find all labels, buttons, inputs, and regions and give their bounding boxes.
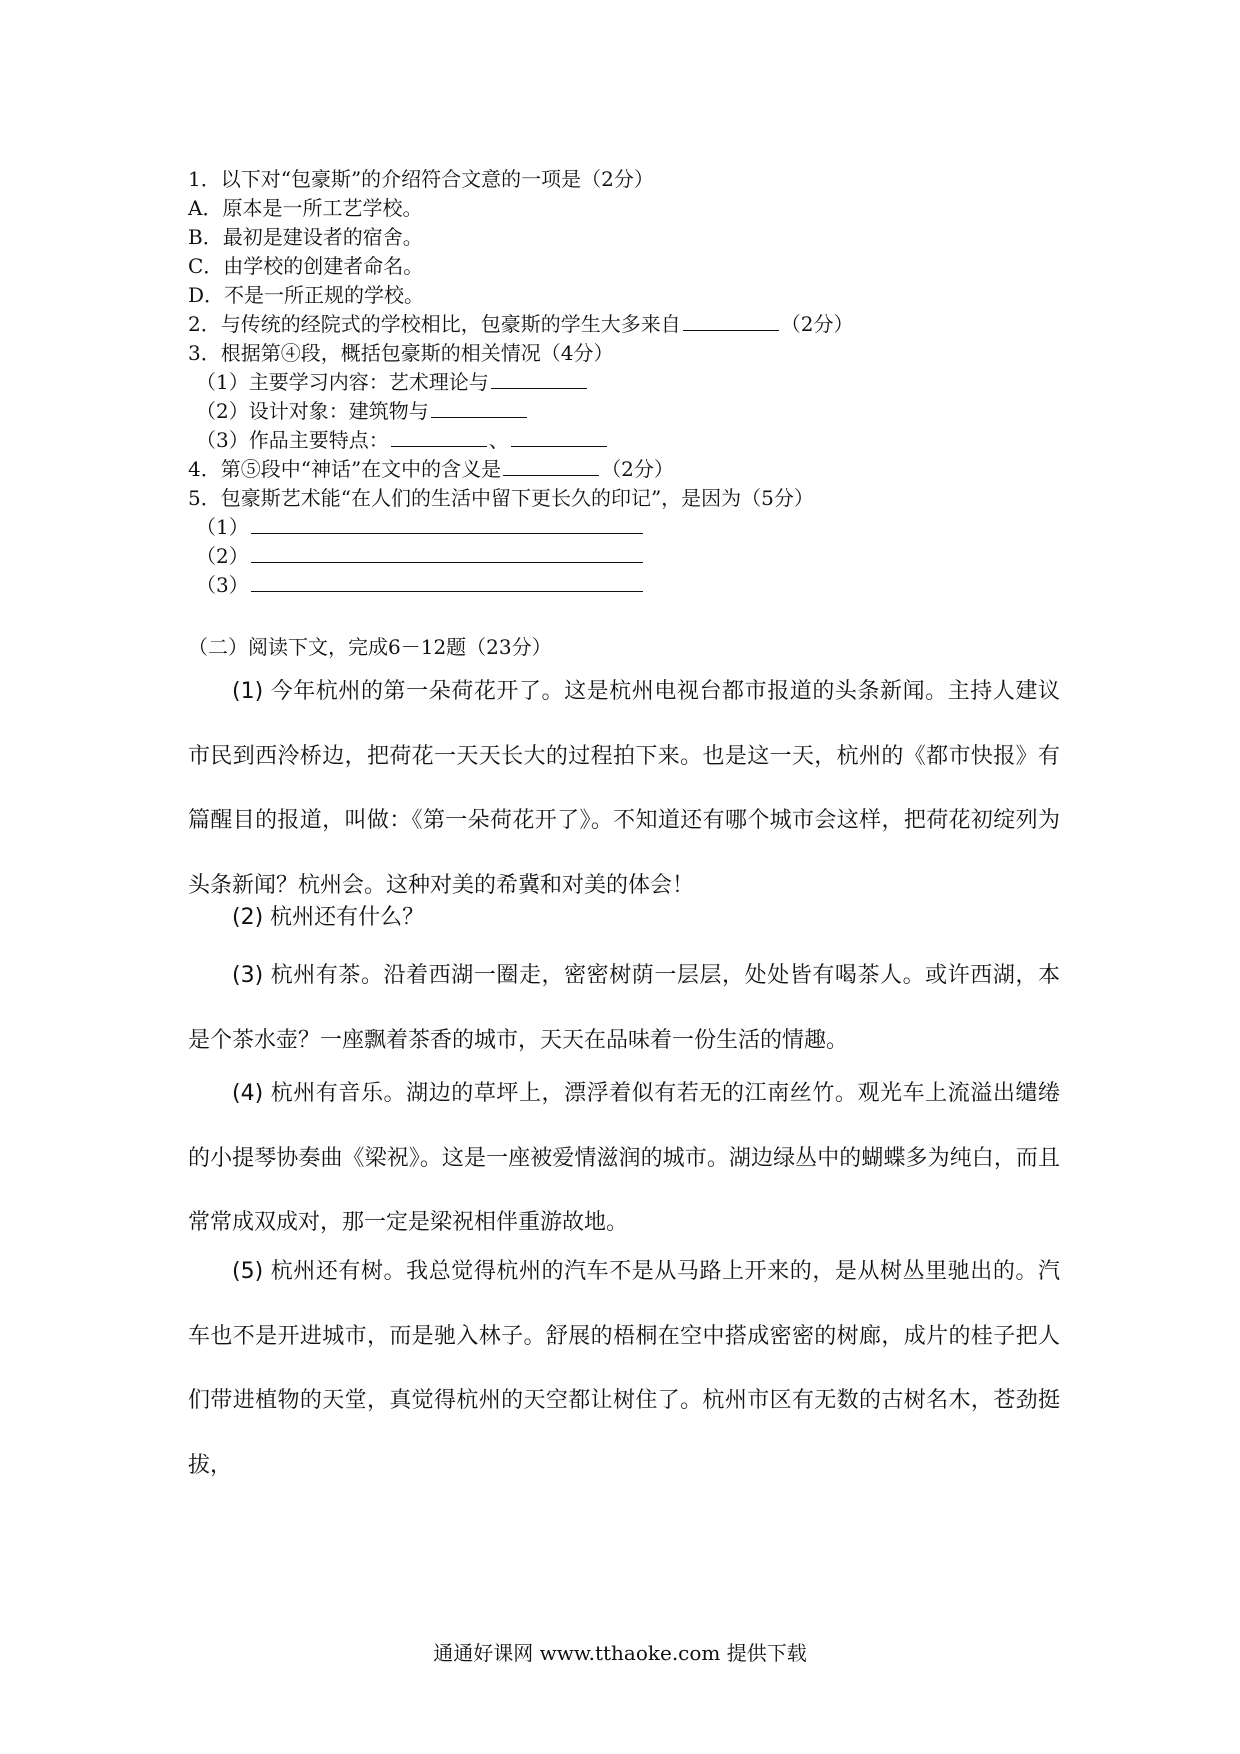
question-1: 1．以下对“包豪斯”的介绍符合文意的一项是（2分） — [188, 167, 654, 191]
footer-credit: 通通好课网 www.tthaoke.com 提供下载 — [433, 1641, 807, 1665]
question-3-item-3 — [196, 427, 609, 453]
answer-blank — [391, 428, 487, 447]
question-3-item-1-text: （1）主要学习内容：艺术理论与 — [196, 370, 489, 394]
question-3: 3．根据第④段，概括包豪斯的相关情况（4分） — [188, 341, 614, 365]
question-1-option-b: B．最初是建设者的宿舍。 — [188, 225, 423, 249]
question-5-item-2 — [196, 543, 645, 569]
question-4 — [188, 456, 674, 482]
paragraph-4: (4) 杭州有音乐。湖边的草坪上，漂浮着似有若无的江南丝竹。观光车上流溢出缱绻的小提琴协奏曲《梁祝》。这是一座被爱情滋润的城市。湖边绿丛中的蝴蝶多为纯白，而且常常成双成对，那一定是梁祝相伴重游故地。 — [188, 1081, 1060, 1235]
question-3-item-1 — [196, 369, 589, 395]
question-1-option-a: A．原本是一所工艺学校。 — [188, 196, 423, 220]
question-2-score: （2分） — [780, 312, 854, 336]
answer-blank — [431, 399, 527, 418]
question-5-item-1-label: （1） — [196, 515, 249, 539]
question-5-item-3 — [196, 572, 645, 598]
paragraph-2: (2) 杭州还有什么？ — [232, 905, 425, 930]
question-3-item-2 — [196, 398, 529, 424]
answer-blank — [511, 428, 607, 447]
question-4-text: 4．第⑤段中“神话”在文中的含义是 — [188, 457, 502, 481]
question-2 — [188, 311, 853, 337]
answer-line — [251, 573, 643, 592]
question-5-item-2-label: （2） — [196, 544, 249, 568]
question-5-item-3-label: （3） — [196, 573, 249, 597]
question-2-text: 2．与传统的经院式的学校相比，包豪斯的学生大多来自 — [188, 312, 681, 336]
answer-line — [251, 544, 643, 563]
question-3-item-3-text: （3）作品主要特点： — [196, 428, 389, 452]
question-5: 5．包豪斯艺术能“在人们的生活中留下更长久的印记”，是因为（5分） — [188, 486, 814, 510]
question-1-option-c: C．由学校的创建者命名。 — [188, 254, 424, 278]
answer-blank — [683, 312, 779, 331]
question-5-item-1 — [196, 514, 645, 540]
answer-line — [251, 515, 643, 534]
section-heading: （二）阅读下文，完成6－12题（23分） — [188, 635, 552, 659]
paragraph-3: (3) 杭州有茶。沿着西湖一圈走，密密树荫一层层，处处皆有喝茶人。或许西湖，本是个茶水壶？一座飘着茶香的城市，天天在品味着一份生活的情趣。 — [188, 963, 1060, 1053]
question-1-option-d: D．不是一所正规的学校。 — [188, 283, 425, 307]
question-3-item-3-separator: 、 — [488, 428, 509, 452]
answer-blank — [491, 370, 587, 389]
answer-blank — [503, 457, 599, 476]
question-3-item-2-text: （2）设计对象：建筑物与 — [196, 399, 429, 423]
question-4-score: （2分） — [601, 457, 674, 481]
paragraph-5: (5) 杭州还有树。我总觉得杭州的汽车不是从马路上开来的，是从树丛里驰出的。汽车也不是开进城市，而是驰入林子。舒展的梧桐在空中搭成密密的树廊，成片的桂子把人们带进植物的天堂，真觉得杭州的天空都让树住了。杭州市区有无数的古树名木，苍劲挺拔， — [188, 1259, 1060, 1478]
paragraph-1: (1) 今年杭州的第一朵荷花开了。这是杭州电视台都市报道的头条新闻。主持人建议市民到西泠桥边，把荷花一天天长大的过程拍下来。也是这一天，杭州的《都市快报》有篇醒目的报道，叫做：《第一朵荷花开了》。不知道还有哪个城市会这样，把荷花初绽列为头条新闻？杭州会。这种对美的希冀和对美的体会！ — [188, 679, 1060, 898]
